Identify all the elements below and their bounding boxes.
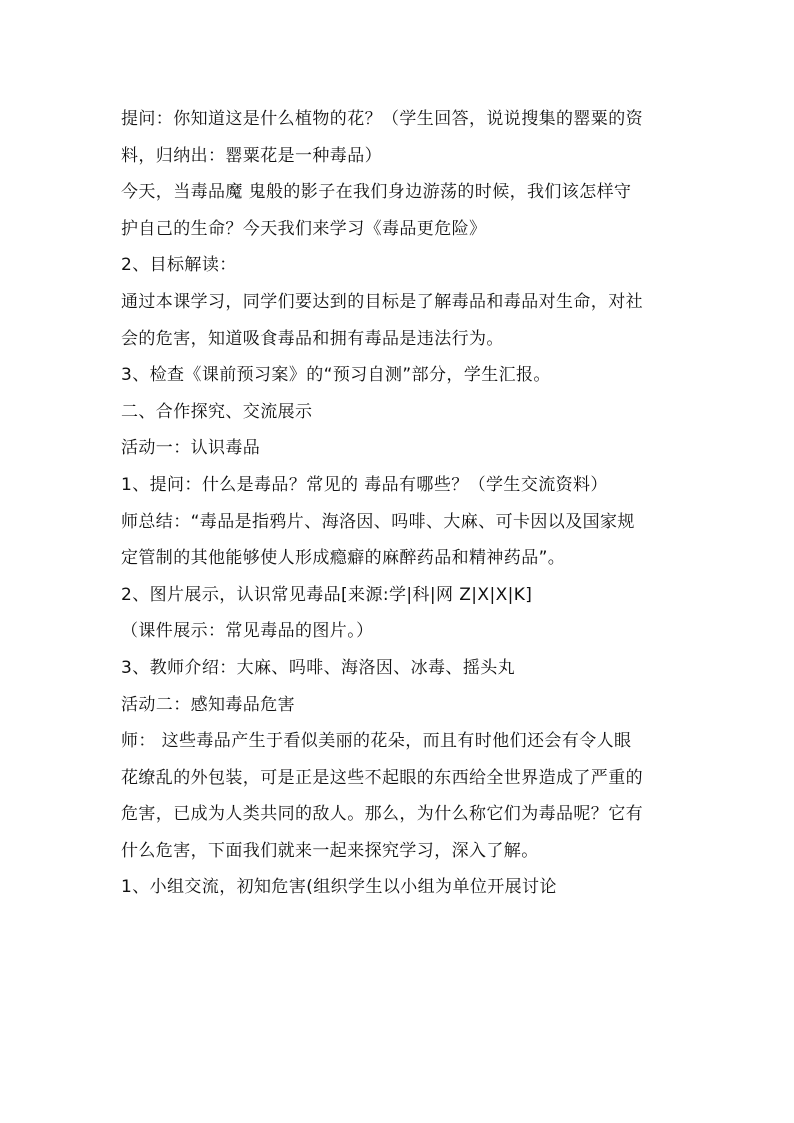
section-step-3: 3、检查《课前预习案》的“预习自测”部分，学生汇报。: [121, 365, 551, 386]
text-line: 花缭乱的外包装，可是正是这些不起眼的东西给全世界造成了严重的: [121, 767, 643, 788]
text-line: 今天，当毒品魔 鬼般的影子在我们身边游荡的时候，我们该怎样守: [121, 182, 632, 203]
text-line: 通过本课学习，同学们要达到的目标是了解毒品和毒品对生命，对社: [121, 291, 643, 312]
text-line: 提问：你知道这是什么植物的花？（学生回答，说说搜集的罂粟的资: [121, 109, 643, 129]
text-line: 护自己的生命？今天我们来学习《毒品更危险》: [121, 218, 487, 239]
activity-heading: 活动一：认识毒品: [121, 438, 261, 459]
text-line: 师总结：“毒品是指鸦片、海洛因、吗啡、大麻、可卡因以及国家规: [121, 511, 635, 532]
section-heading: 二、合作探究、交流展示: [121, 401, 313, 422]
text-line: 定管制的其他能够使人形成瘾癖的麻醉药品和精神药品”。: [121, 548, 566, 569]
activity-heading: 活动二：感知毒品危害: [121, 694, 295, 715]
text-line: 1、提问：什么是毒品？常见的 毒品有哪些？（学生交流资料）: [121, 474, 608, 495]
text-line: 3、教师介绍：大麻、吗啡、海洛因、冰毒、摇头丸: [121, 657, 516, 678]
text-line: 1、小组交流，初知危害(组织学生以小组为单位开展讨论: [121, 877, 557, 898]
text-line: （课件展示：常见毒品的图片。）: [121, 621, 374, 642]
text-line: 什么危害，下面我们就来一起来探究学习，深入了解。: [121, 840, 539, 861]
section-step-2: 2、目标解读：: [121, 255, 237, 276]
text-line: 危害，已成为人类共同的敌人。那么，为什么称它们为毒品呢？它有: [121, 804, 643, 825]
text-line: 料，归纳出：罂粟花是一种毒品）: [121, 145, 382, 166]
text-line: 师： 这些毒品产生于看似美丽的花朵，而且有时他们还会有令人眼: [121, 731, 632, 752]
document-body: [121, 101, 686, 906]
text-line: 2、图片展示，认识常见毒品[来源:学|科|网 Z|X|X|K]: [121, 584, 533, 605]
text-line: 会的危害，知道吸食毒品和拥有毒品是违法行为。: [121, 328, 504, 349]
